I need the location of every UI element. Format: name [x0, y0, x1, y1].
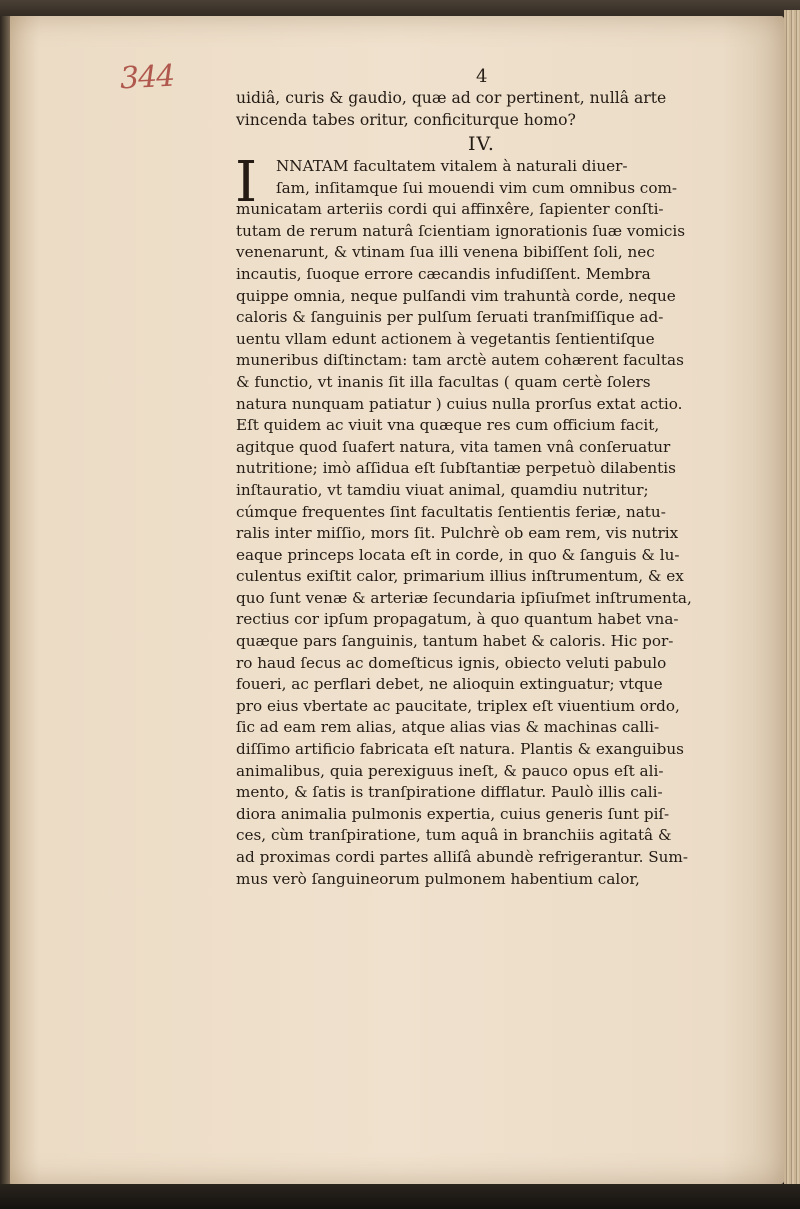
text-line: cúmque frequentes ſint facultatis ſentientis feriæ, natu- [236, 502, 666, 521]
text-line: NNATAM facultatem vitalem à naturali diuer- [276, 157, 628, 175]
text-line: quo ſunt venæ & arteriæ ſecundaria ipſiuſmet inſtrumenta, [236, 588, 692, 607]
text-line: caloris & ſanguinis per pulſum ſeruati tranſmiſſique ad- [236, 308, 664, 327]
text-line: quæque pars ſanguinis, tantum habet & caloris. Hic por- [236, 632, 674, 651]
bottom-page-edge [0, 1184, 800, 1209]
text-line: inſtauratio, vt tamdiu viuat animal, quamdiu nutritur; [236, 480, 649, 499]
text-line: diſſimo artificio fabricata eſt natura. Plantis & exanguibus [236, 740, 684, 759]
text-line: rectius cor ipſum propagatum, à quo quantum habet vna- [236, 610, 679, 629]
text-line: uentu vllam edunt actionem à vegetantis ſentientiſque [236, 329, 655, 348]
text-line: diora animalia pulmonis expertia, cuius generis ſunt piſ- [236, 804, 670, 823]
text-line: uidiâ, curis & gaudio, quæ ad cor pertinent, nullâ arte [236, 89, 667, 107]
text-line: tutam de rerum naturâ ſcientiam ignorationis ſuæ vomicis [236, 221, 686, 240]
text-line: ad proximas cordi partes alliſâ abundè refrigerantur. Sum- [236, 848, 688, 866]
text-line: ſam, inſitamque ſui mouendi vim cum omnibus com- [276, 178, 677, 197]
text-line: ralis inter miſſio, mors ſit. Pulchrè ob eam rem, vis nutrix [236, 524, 679, 543]
section-heading: IV. [468, 133, 495, 155]
handwritten-shelfmark: 344 [119, 58, 176, 97]
text-line: mus verò ſanguineorum pulmonem habentium calor, [236, 869, 640, 888]
text-line: & functio, vt inanis ſit illa facultas ( quam certè ſolers [236, 372, 651, 391]
text-line: venenarunt, & vtinam ſua illi venena bibiſſent ſoli, nec [236, 243, 655, 262]
text-line: ro haud ſecus ac domeſticus ignis, obiecto veluti pabulo [236, 653, 667, 672]
text-line: agitque quod ſuafert natura, vita tamen vnâ conſeruatur [236, 437, 671, 456]
text-line: quippe omnia, neque pulſandi vim trahuntà corde, neque [236, 286, 676, 305]
text-line: culentus exiſtit calor, primarium illius inſtrumentum, & ex [236, 567, 684, 586]
text-line: natura nunquam patiatur ) cuius nulla prorſus extat actio. [236, 394, 683, 413]
text-line: incautis, ſuoque errore cæcandis infudiſſent. Membra [236, 264, 651, 283]
text-line: mento, & ſatis is tranſpiratione difflatur. Paulò illis cali- [236, 783, 663, 802]
text-line: foueri, ac perflari debet, ne alioquin extinguatur; vtque [236, 675, 663, 694]
continued-text [236, 88, 736, 131]
fore-edge-leaves [784, 10, 800, 1188]
text-line: eaque princeps locata eſt in corde, in quo & ſanguis & lu- [236, 545, 680, 564]
text-line: ces, cùm tranſpiratione, tum aquâ in branchiis agitatâ & [236, 826, 672, 845]
page-number: 4 [476, 66, 488, 87]
text-line: vincenda tabes oritur, conficiturque homo? [236, 110, 576, 129]
text-line: Eſt quidem ac viuit vna quæque res cum officium facit, [236, 416, 660, 435]
text-line: muneribus diſtinctam: tam arctè autem cohærent facultas [236, 351, 684, 370]
text-line: nutritione; imò aſſidua eſt ſubſtantiæ perpetuò dilabentis [236, 459, 676, 478]
text-line: pro eius vbertate ac paucitate, triplex eſt viuentium ordo, [236, 696, 680, 715]
text-line: municatam arteriis cordi qui affinxêre, ſapienter conſti- [236, 200, 664, 219]
text-line: ſic ad eam rem alias, atque alias vias & machinas calli- [236, 718, 660, 737]
binding-edge [0, 16, 10, 1186]
section-body [235, 150, 746, 890]
text-line: animalibus, quia perexiguus ineſt, & pauco opus eſt ali- [236, 761, 664, 780]
drop-cap: I [235, 150, 258, 215]
